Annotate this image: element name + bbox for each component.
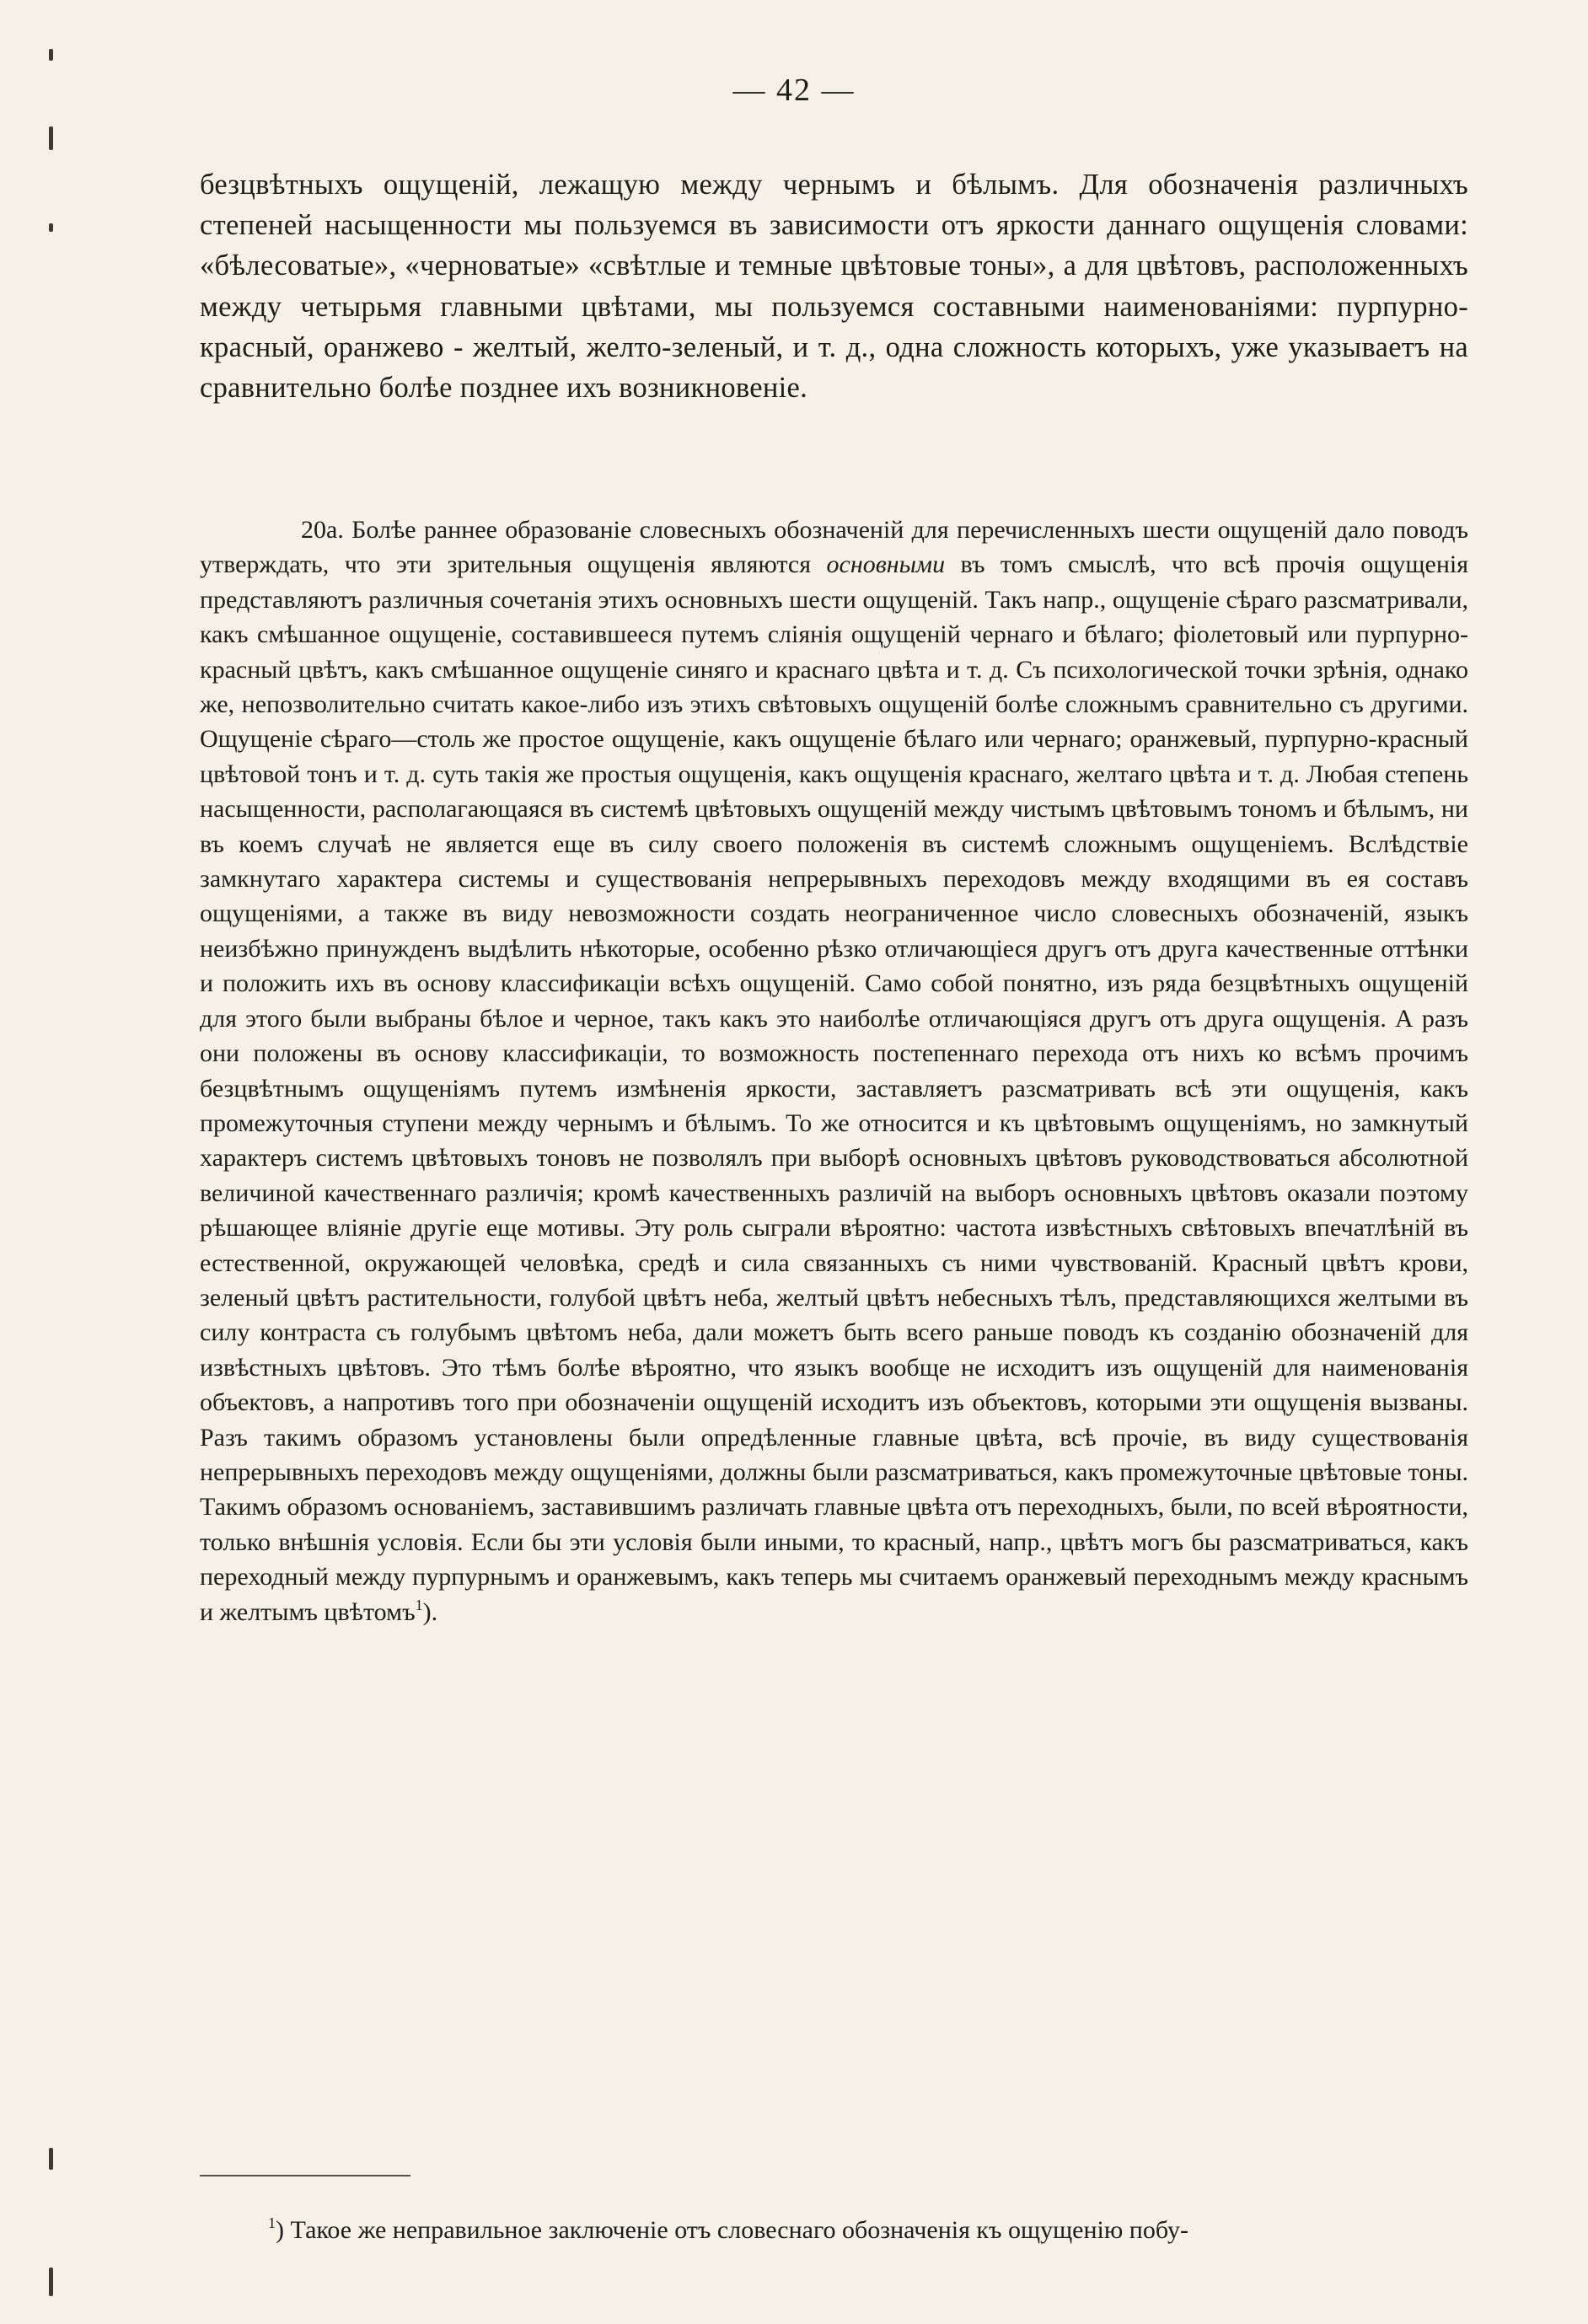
scan-edge-mark	[49, 2268, 53, 2296]
scan-edge-mark	[49, 223, 53, 232]
scan-edge-mark	[49, 2148, 53, 2170]
footnote-text: ) Такое же неправильное заключеніе отъ словеснаго обозначенія къ ощущенію побу-	[276, 2216, 1188, 2244]
paragraph-text: въ томъ смыслѣ, что всѣ прочія ощущенія представляютъ различныя сочетанія этихъ основныхъ шести ощущеній. Такъ напр., ощущеніе сѣраго разсматривали, какъ смѣшанное ощущеніе, составившееся путемъ сліянія ощущеній чернаго и бѣлаго; фіолетовый или пурпурно-красный цвѣтъ, какъ смѣшанное ощущеніе синяго и краснаго цвѣта и т. д. Съ психологической точки зрѣнія, однако же, непозволительно считать какое-либо изъ этихъ свѣтовыхъ ощущеній болѣе сложнымъ сравнительно съ другими. Ощущеніе сѣраго—столь же простое ощущеніе, какъ ощущеніе бѣлаго или чернаго; оранжевый, пурпурно-красный цвѣтовой тонъ и т. д. суть такія же простыя ощущенія, какъ ощущенія краснаго, желтаго цвѣта и т. д. Любая степень насыщенности, располагающаяся въ системѣ цвѣтовыхъ ощущеній между чистымъ цвѣтовымъ тономъ и бѣлымъ, ни въ коемъ случаѣ не является еще въ силу своего положенія въ системѣ сложнымъ ощущеніемъ. Вслѣдствіе замкнутаго характера системы и существованія непрерывныхъ переходовъ между входящими въ ея составъ ощущеніями, а также въ виду невозможности создать неограниченное число словесныхъ обозначеній, языкъ неизбѣжно принужденъ выдѣлить нѣкоторые, особенно рѣзко отличающіеся другъ отъ друга качественные оттѣнки и положить ихъ въ основу классификаціи всѣхъ ощущеній. Само собой понятно, изъ ряда безцвѣтныхъ ощущеній для этого были выбраны бѣлое и черное, такъ какъ это наиболѣе отличающіяся другъ отъ друга ощущенія. А разъ они положены въ основу классификаціи, то возможность постепеннаго перехода отъ нихъ ко всѣмъ прочимъ безцвѣтнымъ ощущеніямъ путемъ измѣненія яркости, заставляетъ разсматривать всѣ эти ощущенія, какъ промежуточныя ступени между чернымъ и бѣлымъ. То же относится и къ цвѣтовымъ ощущеніямъ, но замкнутый характеръ системъ цвѣтовыхъ тоновъ не позволялъ при выборѣ основныхъ цвѣтовъ руководствоваться абсолютной величиной качественнаго различія; кромѣ качественныхъ различій на выборъ основныхъ цвѣтовъ оказали поэтому рѣшающее вліяніе другіе еще мотивы. Эту роль сыграли вѣроятно: частота извѣстныхъ свѣтовыхъ впечатлѣній въ естественной, окружающей человѣка, средѣ и сила связанныхъ съ ними чувствованій. Красный цвѣтъ крови, зеленый цвѣтъ растительности, голубой цвѣтъ неба, желтый цвѣтъ небесныхъ тѣлъ, представляющихся желтыми въ силу контраста съ голубымъ цвѣтомъ неба, дали можетъ быть всего раньше поводъ къ созданію обозначеній для извѣстныхъ цвѣтовъ. Это тѣмъ болѣе вѣроятно, что языкъ вообще не исходитъ изъ ощущеній для наименованія объектовъ, а напротивъ того при обозначеніи ощущеній исходитъ изъ объектовъ, которыми эти ощущенія вызваны. Разъ такимъ образомъ установлены были опредѣленные главные цвѣта, всѣ прочіе, въ виду существованія непрерывныхъ переходовъ между ощущеніями, должны были разсматриваться, какъ промежуточные цвѣтовые тоны. Такимъ образомъ основаніемъ, заставившимъ различать главные цвѣта отъ переходныхъ, были, по всей вѣроятности, только внѣшнія условія. Если бы эти условія были иными, то красный, напр., цвѣтъ могъ бы разсматриваться, какъ переходный между пурпурнымъ и оранжевымъ, какъ теперь мы считаемъ оранжевый переходнымъ между краснымъ и желтымъ цвѣтомъ	[200, 550, 1469, 1626]
scan-edge-mark	[49, 126, 53, 150]
footnote-divider	[200, 2175, 410, 2176]
paragraph-continuation: безцвѣтныхъ ощущеній, лежащую между чернымъ и бѣлымъ. Для обозначенія различныхъ степеней насыщенности мы пользуемся въ зависимости отъ яркости даннаго ощущенія словами: «бѣлесоватые», «черноватые» «свѣтлые и темные цвѣтовые тоны», а для цвѣтовъ, расположенныхъ между четырьмя главными цвѣтами, мы пользуемся составными наименованіями: пурпурно-красный, оранжево - желтый, желто-зеленый, и т. д., одна сложность которыхъ, уже указываетъ на сравнительно болѣе позднее ихъ возникновеніе.	[200, 169, 1468, 405]
paragraph-closing: ).	[422, 1597, 438, 1626]
paragraph-text: Болѣе раннее образованіе словесныхъ обозначеній для перечисленныхъ шести ощущеній дало поводъ утверждать, что эти зрительныя ощущенія являются	[200, 516, 1468, 579]
emphasized-term: основными	[826, 550, 946, 579]
section-label: 20a.	[301, 516, 344, 544]
page-number: — 42 —	[732, 72, 856, 108]
scan-edge-mark	[49, 49, 53, 61]
paragraph-20a	[200, 513, 1468, 1629]
footnote-mark: 1	[268, 2214, 276, 2231]
footnote-reference[interactable]: 1	[415, 1596, 423, 1613]
footnote	[268, 2214, 1469, 2247]
